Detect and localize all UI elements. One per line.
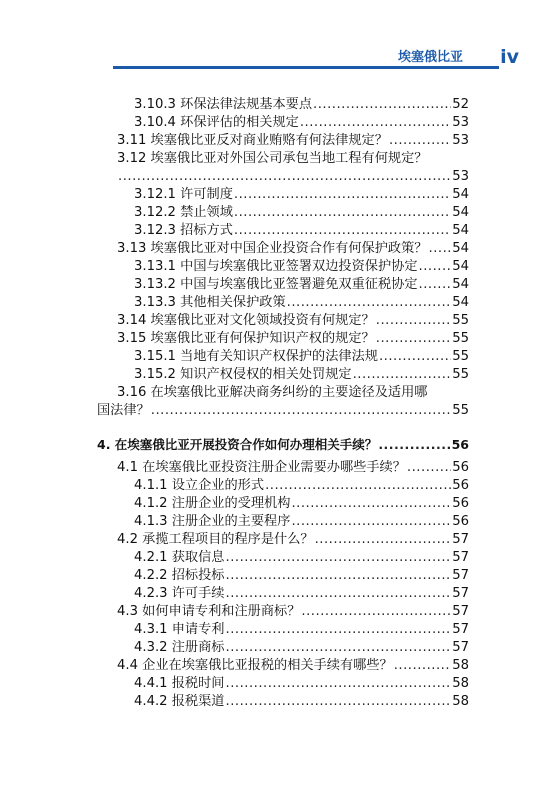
toc-entry-4-1-2[interactable] [134,495,469,513]
toc-page-number: 55 [452,349,469,364]
toc-page-number: 57 [452,604,469,619]
toc-entry-label: 3.13.2 中国与埃塞俄比亚签署避免双重征税协定 [134,277,418,292]
toc-entry-3-16-line1[interactable]: 3.16 在埃塞俄比亚解决商务纠纷的主要途径及适用哪 [117,385,428,400]
toc-entry-label: 4.2.3 许可手续 [134,586,225,601]
toc-entry-label: 4.4 企业在埃塞俄比亚报税的相关手续有哪些？ [117,658,393,673]
toc-page-number: 54 [452,277,469,292]
leader-dots [226,639,452,657]
toc-entry-label: 3.15.1 当地有关知识产权保护的法律法规 [134,349,378,364]
leader-dots [226,585,452,603]
leader-dots [407,459,451,477]
toc-entry-3-16-line2[interactable] [97,402,469,420]
toc-entry-label: 3.13.1 中国与埃塞俄比亚签署双边投资保护协定 [134,259,418,274]
leader-dots [226,621,452,639]
leader-dots [226,693,452,711]
header-title: 埃塞俄比亚 [397,50,463,65]
leader-dots [234,186,451,204]
toc-entry-label: 4.2.1 获取信息 [134,550,225,565]
toc-page-number: 57 [452,640,469,655]
toc-entry-3-13-2[interactable] [134,276,469,294]
toc-page-number: 52 [452,97,469,112]
toc-page-number: 57 [452,550,469,565]
toc-entry-4-1-3[interactable] [134,513,469,531]
toc-page-number: 54 [452,241,469,256]
leader-dots [419,258,452,276]
toc-entry-label: 4.3.1 申请专利 [134,622,225,637]
toc-entry-label: 3.13.3 其他相关保护政策 [134,295,286,310]
toc-entry-label: 4.4.2 报税渠道 [134,694,225,709]
leader-dots [376,312,451,330]
leader-dots [313,96,451,114]
toc-entry-label: 3.15.2 知识产权侵权的相关处罚规定 [134,367,352,382]
leader-dots [301,603,451,621]
toc-entry-4-4-1[interactable] [134,675,469,693]
toc-entry-label: 3.12.2 禁止领域 [134,205,233,220]
toc-entry-label: 4. 在埃塞俄比亚开展投资合作如何办理相关手续？ [97,437,378,452]
toc-page-number: 57 [452,568,469,583]
toc-entry-4-3[interactable] [117,603,469,621]
toc-page-number: 57 [452,586,469,601]
toc-entry-label: 3.13 埃塞俄比亚对中国企业投资合作有何保护政策？ [117,241,428,256]
toc-page-number: 53 [452,169,469,184]
toc-entry-4-2-1[interactable] [134,549,469,567]
toc-entry-label: 4.2.2 招标投标 [134,568,225,583]
toc-entry-3-15-2[interactable] [134,366,469,384]
leader-dots [151,402,451,420]
leader-dots [226,675,452,693]
toc-page-number: 58 [452,676,469,691]
toc-entry-4-2-3[interactable] [134,585,469,603]
leader-dots [234,204,451,222]
toc-entry-label: 4.1.3 注册企业的主要程序 [134,514,291,529]
toc-page-number: 57 [452,622,469,637]
toc-entry-label: 3.12.1 许可制度 [134,187,233,202]
toc-page-number: 54 [452,295,469,310]
toc-page-number: 55 [452,367,469,382]
leader-dots [300,114,451,132]
toc-entry-4-1[interactable] [117,459,469,477]
leader-dots [378,436,450,454]
toc-entry-3-15-1[interactable] [134,348,469,366]
leader-dots [389,132,451,150]
toc-entry-label: 4.1 在埃塞俄比亚投资注册企业需要办哪些手续？ [117,460,406,475]
toc-entry-3-10-3[interactable] [134,96,469,114]
toc-page-number: 55 [452,313,469,328]
toc-entry-4-2[interactable] [117,531,469,549]
toc-entry-4-3-2[interactable] [134,639,469,657]
toc-page-number: 58 [452,658,469,673]
toc-entry-label: 3.12.3 招标方式 [134,223,233,238]
toc-page-number: 54 [452,259,469,274]
toc-page-number: 55 [452,331,469,346]
toc-entry-label: 4.4.1 报税时间 [134,676,225,691]
toc-entry-label: 3.11 埃塞俄比亚反对商业贿赂有何法律规定？ [117,133,388,148]
leader-dots [226,567,452,585]
leader-dots [429,240,452,258]
leader-dots [287,294,452,312]
toc-page-number: 54 [452,223,469,238]
toc-entry-label: 3.10.3 环保法律法规基本要点 [134,97,313,112]
toc-entry-3-13-3[interactable] [134,294,469,312]
toc-entry-label: 国法律？ [97,403,150,418]
toc-page-number: 53 [452,115,469,130]
toc-entry-3-12-3[interactable] [134,222,469,240]
toc-entry-label: 4.1.2 注册企业的受理机构 [134,496,291,511]
toc-entry-3-13[interactable] [117,240,469,258]
toc-entry-label: 4.1.1 设立企业的形式 [134,478,265,493]
toc-entry-label: 4.3 如何申请专利和注册商标？ [117,604,301,619]
toc-page-number: 56 [451,437,469,452]
leader-dots [394,657,451,675]
leader-dots [291,513,451,531]
toc-page-number: 56 [452,514,469,529]
leader-dots [376,330,451,348]
toc-entry-3-11[interactable] [117,132,469,150]
toc-entry-3-12-line1[interactable]: 3.12 埃塞俄比亚对外国公司承包当地工程有何规定？ [117,151,428,166]
leader-dots [291,495,451,513]
toc-entry-3-12-1[interactable] [134,186,469,204]
toc-page-number: 56 [452,496,469,511]
toc-entry-label: 4.2 承揽工程项目的程序是什么？ [117,532,314,547]
toc-entry-4-2-2[interactable] [134,567,469,585]
toc-entry-4-4[interactable] [117,657,469,675]
page-number: iv [500,46,519,68]
toc-page-number: 54 [452,187,469,202]
leader-dots [315,531,452,549]
toc-page-number: 54 [452,205,469,220]
toc-entry-3-14[interactable] [117,312,469,330]
toc-page-number: 57 [452,532,469,547]
toc-page-number: 53 [452,133,469,148]
toc-entry-label: 3.15 埃塞俄比亚有何保护知识产权的规定？ [117,331,375,346]
leader-dots [226,549,452,567]
toc-entry-4-1-1[interactable] [134,477,469,495]
leader-dots [234,222,451,240]
leader-dots [419,276,452,294]
toc-entry-4-4-2[interactable] [134,693,469,711]
toc-entry-label: 4.3.2 注册商标 [134,640,225,655]
toc-entry-3-10-4[interactable] [134,114,469,132]
toc-chapter-4[interactable] [97,436,469,454]
toc-entry-3-12-line2[interactable] [117,168,469,186]
toc-entry-label: 3.14 埃塞俄比亚对文化领域投资有何规定？ [117,313,375,328]
leader-dots [265,477,451,495]
leader-dots [379,348,451,366]
leader-dots [118,168,451,186]
toc-entry-3-12-2[interactable] [134,204,469,222]
toc-entry-3-15[interactable] [117,330,469,348]
toc-entry-3-13-1[interactable] [134,258,469,276]
toc-page-number: 55 [452,403,469,418]
toc-entry-label: 3.10.4 环保评估的相关规定 [134,115,299,130]
toc-page-number: 56 [452,460,469,475]
header-rule [113,66,499,69]
toc-entry-4-3-1[interactable] [134,621,469,639]
toc-page-number: 58 [452,694,469,709]
toc-page-number: 56 [452,478,469,493]
leader-dots [353,366,452,384]
